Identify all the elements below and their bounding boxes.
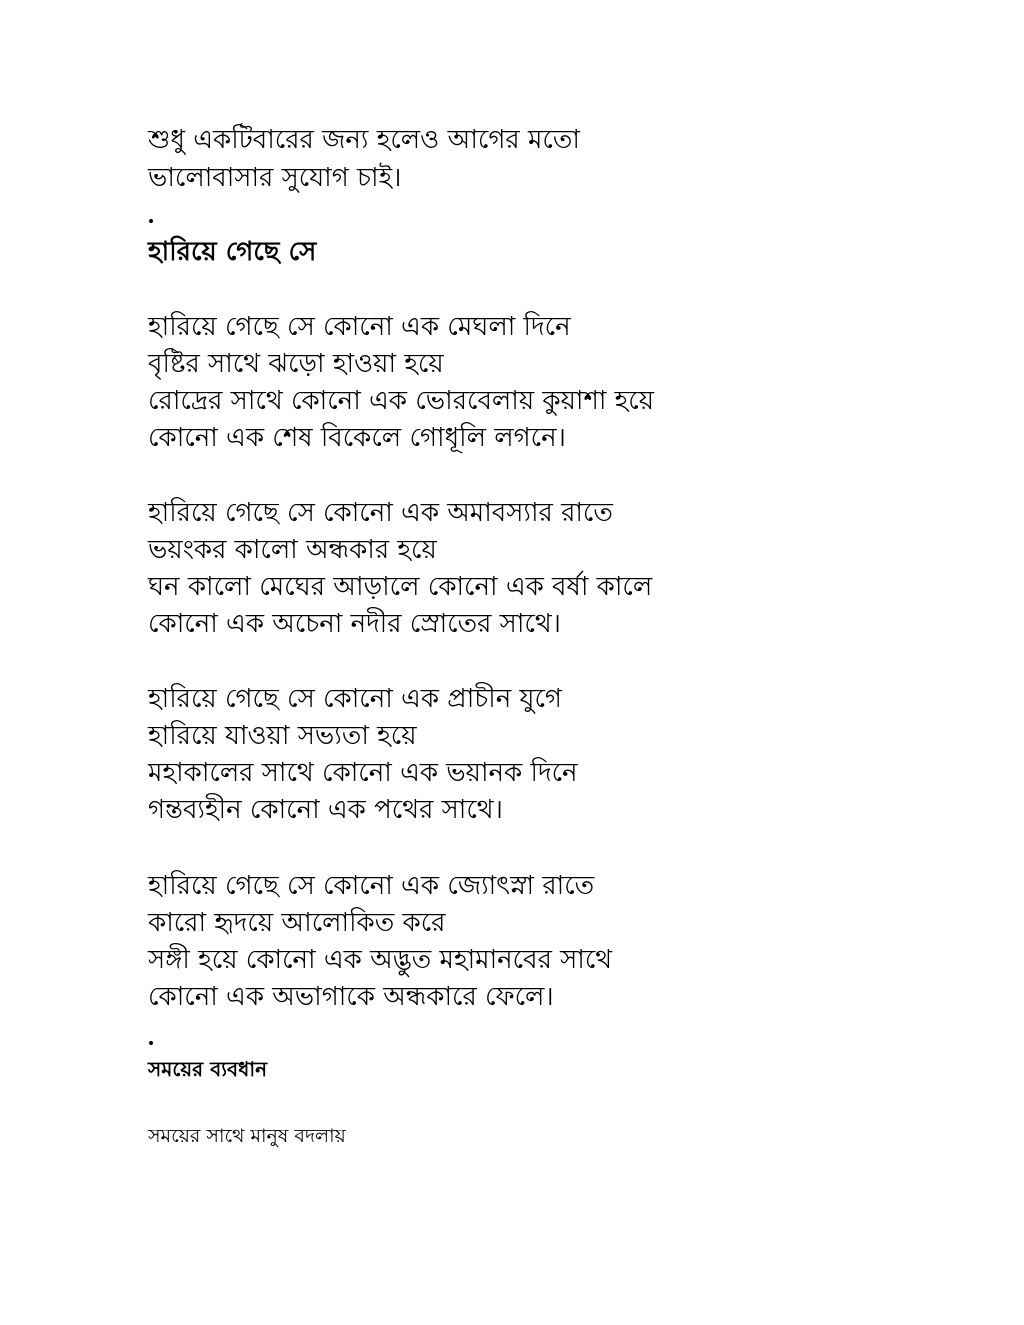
poem-line: কোনো এক অচেনা নদীর স্রোতের সাথে। — [148, 609, 561, 639]
poem-line: ঘন কালো মেঘের আড়ালে কোনো এক বর্ষা কালে — [148, 572, 653, 602]
poem-line: ভয়ংকর কালো অন্ধকার হয়ে — [148, 535, 437, 565]
poem-title: হারিয়ে গেছে সে — [148, 237, 317, 267]
poem-line: হারিয়ে গেছে সে কোনো এক জ্যোৎস্না রাতে — [148, 871, 595, 901]
intro-line-2: ভালোবাসার সুযোগ চাই। — [148, 163, 402, 193]
poem-title: সময়ের ব্যবধান — [148, 1057, 268, 1081]
poem-line: হারিয়ে গেছে সে কোনো এক অমাবস্যার রাতে — [148, 498, 613, 528]
poem-line: কোনো এক শেষ বিকেলে গোধূলি লগনে। — [148, 423, 566, 453]
poem-line: রোদ্রের সাথে কোনো এক ভোরবেলায় কুয়াশা হয়ে — [148, 386, 655, 416]
poem-line: কোনো এক অভাগাকে অন্ধকারে ফেলে। — [148, 982, 554, 1012]
poem-line: হারিয়ে গেছে সে কোনো এক মেঘলা দিনে — [148, 312, 571, 342]
poem-line: হারিয়ে যাওয়া সভ্যতা হয়ে — [148, 721, 417, 751]
section-separator-dot — [149, 1041, 153, 1045]
poem-line: বৃষ্টির সাথে ঝড়ো হাওয়া হয়ে — [148, 349, 444, 379]
poem-line: কারো হৃদয়ে আলোকিত করে — [148, 908, 446, 938]
section-separator-dot — [149, 219, 153, 223]
poem-line: মহাকালের সাথে কোনো এক ভয়ানক দিনে — [148, 758, 578, 788]
intro-line-1: শুধু একটিবারের জন্য হলেও আগের মতো — [148, 125, 580, 155]
poem-line: সঙ্গী হয়ে কোনো এক অদ্ভুত মহামানবের সাথে — [148, 945, 613, 975]
poem-line: হারিয়ে গেছে সে কোনো এক প্রাচীন যুগে — [148, 684, 562, 714]
poem-line: গন্তব্যহীন কোনো এক পথের সাথে। — [148, 795, 503, 825]
poem-line: সময়ের সাথে মানুষ বদলায় — [148, 1125, 346, 1147]
